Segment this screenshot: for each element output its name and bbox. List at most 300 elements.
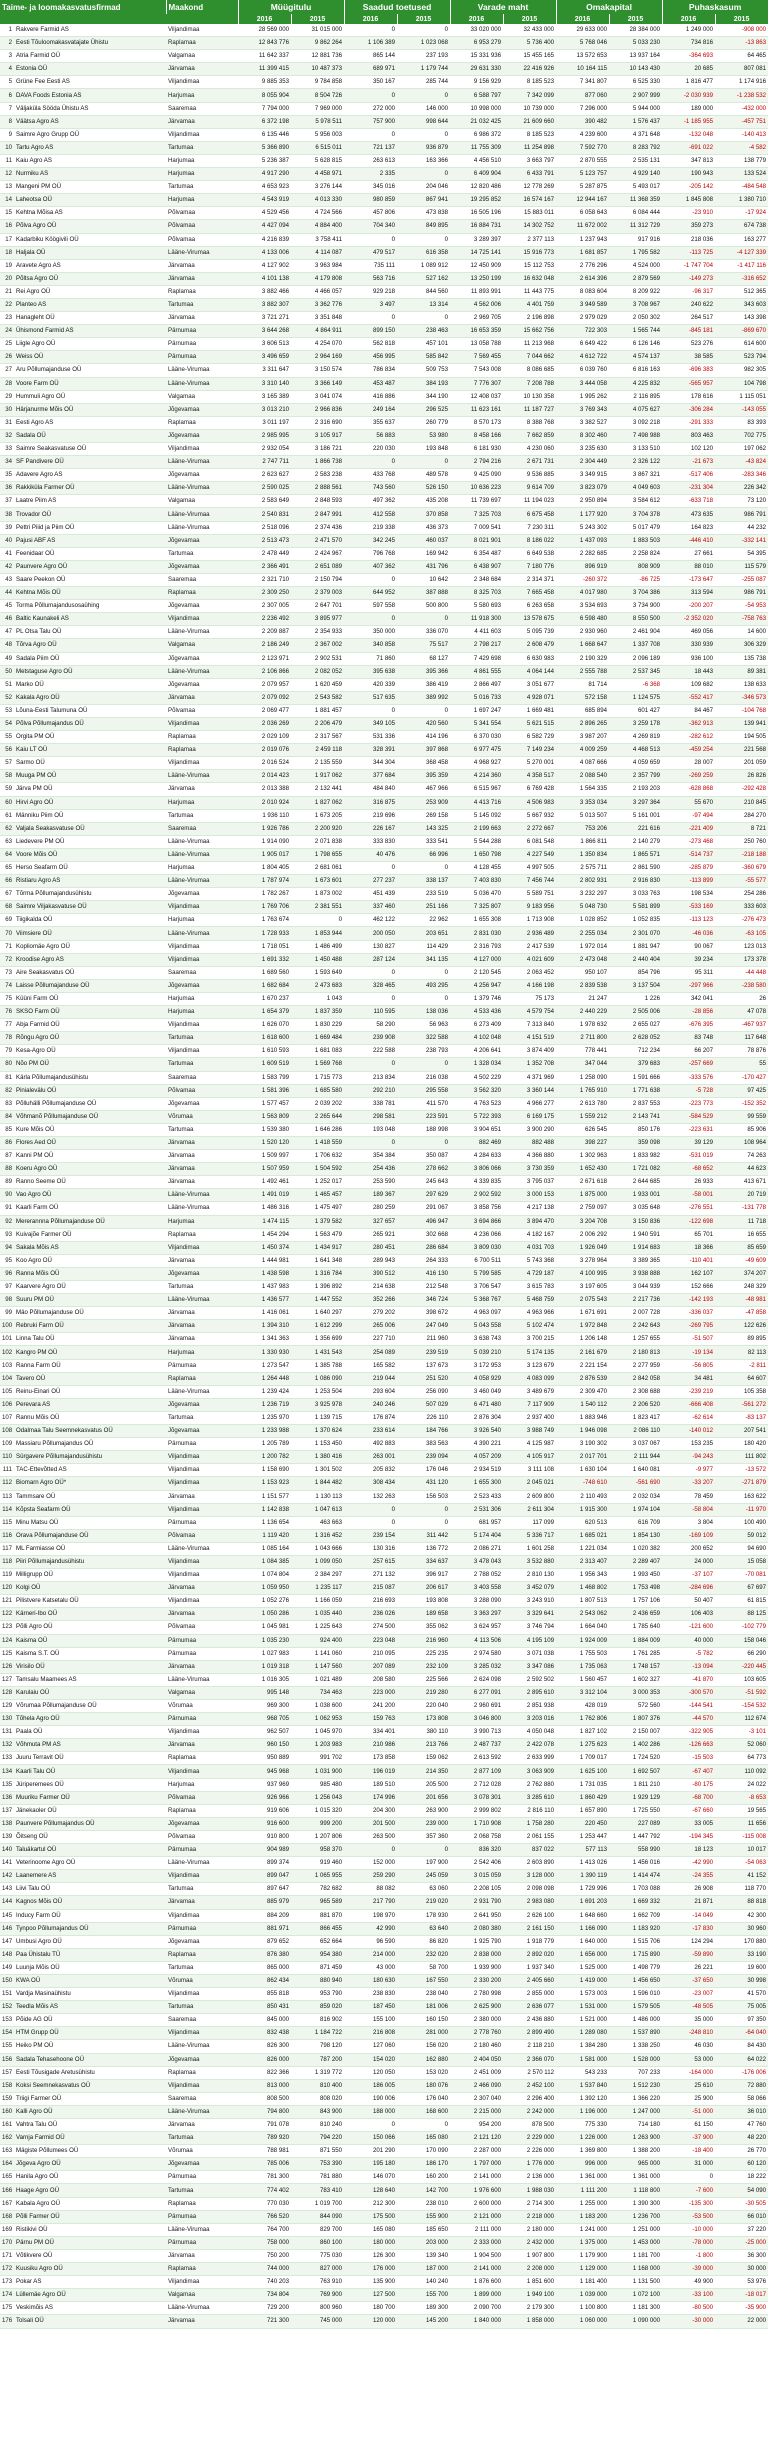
cell-revenue-2016: 1 581 396 <box>238 1084 291 1097</box>
table-row <box>0 1464 768 1477</box>
cell-rank: 2 <box>0 37 14 50</box>
cell-rank: 170 <box>0 2236 14 2249</box>
cell-rank: 96 <box>0 1267 14 1280</box>
cell-profit-2016: 473 635 <box>662 508 715 521</box>
cell-subsidies-2016: 200 050 <box>344 927 397 940</box>
cell-equity-2015: 2 461 904 <box>609 626 662 639</box>
cell-subsidies-2015: 137 673 <box>397 1359 450 1372</box>
cell-equity-2016: 5 013 507 <box>556 809 609 822</box>
cell-equity-2016: 390 482 <box>556 115 609 128</box>
header-net-profit: Puhaskasum <box>662 0 768 14</box>
cell-equity-2015: 2 301 070 <box>609 927 662 940</box>
cell-subsidies-2016: 0 <box>344 862 397 875</box>
cell-county: Järvamaa <box>166 783 238 796</box>
cell-profit-2016: -533 169 <box>662 901 715 914</box>
cell-subsidies-2015: 380 110 <box>397 1726 450 1739</box>
cell-subsidies-2015: 397 868 <box>397 744 450 757</box>
cell-subsidies-2016: 0 <box>344 233 397 246</box>
cell-subsidies-2015: 0 <box>397 168 450 181</box>
cell-subsidies-2015: 0 <box>397 2119 450 2132</box>
cell-company-name: Kroodise Agro AS <box>14 953 166 966</box>
cell-assets-2016: 7 543 008 <box>450 364 503 377</box>
cell-revenue-2015: 991 702 <box>291 1752 344 1765</box>
cell-profit-2016: 38 585 <box>662 351 715 364</box>
cell-subsidies-2015: 245 059 <box>397 1870 450 1883</box>
cell-equity-2015: 3 033 763 <box>609 888 662 901</box>
cell-equity-2016: 1 177 920 <box>556 508 609 521</box>
cell-revenue-2016: 885 979 <box>238 1896 291 1909</box>
cell-assets-2015: 1 949 100 <box>503 2289 556 2302</box>
table-row <box>0 1241 768 1254</box>
cell-county: Raplamaa <box>166 416 238 429</box>
cell-company-name: Männiku Piim OÜ <box>14 809 166 822</box>
cell-company-name: Tammsare OÜ <box>14 1490 166 1503</box>
cell-subsidies-2016: 126 300 <box>344 2249 397 2262</box>
cell-assets-2016: 2 380 000 <box>450 2014 503 2027</box>
table-row <box>0 2027 768 2040</box>
cell-subsidies-2015: 389 992 <box>397 691 450 704</box>
cell-equity-2015: 3 037 067 <box>609 1438 662 1451</box>
cell-equity-2015: 1 402 286 <box>609 1739 662 1752</box>
cell-rank: 153 <box>0 2014 14 2027</box>
cell-assets-2016: 11 623 161 <box>450 403 503 416</box>
cell-subsidies-2016: 407 362 <box>344 560 397 573</box>
cell-subsidies-2015: 0 <box>397 1058 450 1071</box>
cell-profit-2016: -1 185 955 <box>662 115 715 128</box>
cell-county: Tartumaa <box>166 141 238 154</box>
cell-revenue-2016: 2 932 054 <box>238 443 291 456</box>
cell-county: Lääne-Virumaa <box>166 2223 238 2236</box>
cell-rank: 50 <box>0 665 14 678</box>
cell-profit-2016: 936 100 <box>662 652 715 665</box>
cell-subsidies-2016: 293 604 <box>344 1385 397 1398</box>
cell-rank: 62 <box>0 822 14 835</box>
cell-revenue-2015: 924 400 <box>291 1634 344 1647</box>
cell-profit-2016: 523 276 <box>662 338 715 351</box>
cell-company-name: Feenidaar OÜ <box>14 547 166 560</box>
cell-county: Harjumaa <box>166 1346 238 1359</box>
cell-assets-2016: 2 999 802 <box>450 1804 503 1817</box>
cell-profit-2015: 1 380 710 <box>715 194 768 207</box>
cell-subsidies-2016: 456 995 <box>344 351 397 364</box>
cell-revenue-2015: 1 715 773 <box>291 1071 344 1084</box>
cell-assets-2015: 4 031 703 <box>503 1241 556 1254</box>
cell-assets-2015: 11 443 775 <box>503 285 556 298</box>
cell-equity-2016: 2 075 543 <box>556 1294 609 1307</box>
cell-rank: 110 <box>0 1451 14 1464</box>
cell-subsidies-2016: 263 001 <box>344 1451 397 1464</box>
cell-rank: 82 <box>0 1084 14 1097</box>
cell-subsidies-2015: 143 325 <box>397 822 450 835</box>
cell-equity-2015: 572 560 <box>609 1700 662 1713</box>
cell-equity-2016: 1 237 943 <box>556 233 609 246</box>
cell-county: Järvamaa <box>166 63 238 76</box>
cell-assets-2016: 9 156 929 <box>450 76 503 89</box>
cell-revenue-2015: 2 583 238 <box>291 469 344 482</box>
cell-assets-2015: 2 226 000 <box>503 2145 556 2158</box>
cell-assets-2016: 4 533 436 <box>450 1006 503 1019</box>
cell-assets-2016: 2 404 050 <box>450 2053 503 2066</box>
cell-equity-2016: 1 625 100 <box>556 1765 609 1778</box>
cell-company-name: Mägiste Põllumees OÜ <box>14 2145 166 2158</box>
cell-profit-2015: 122 626 <box>715 1320 768 1333</box>
cell-subsidies-2016: 462 122 <box>344 914 397 927</box>
cell-company-name: Võrumaa Põllumajanduse OÜ <box>14 1700 166 1713</box>
cell-profit-2016: -306 284 <box>662 403 715 416</box>
cell-equity-2015: 5 581 899 <box>609 901 662 914</box>
table-row <box>0 2210 768 2223</box>
cell-revenue-2015: 985 480 <box>291 1778 344 1791</box>
cell-profit-2016: -126 663 <box>662 1739 715 1752</box>
cell-profit-2015: 413 671 <box>715 1176 768 1189</box>
cell-subsidies-2016: 497 362 <box>344 495 397 508</box>
cell-equity-2015: 2 907 999 <box>609 89 662 102</box>
table-row <box>0 783 768 796</box>
cell-equity-2016: 3 312 104 <box>556 1686 609 1699</box>
cell-company-name: Liedevere PM OÜ <box>14 835 166 848</box>
cell-county: Võrumaa <box>166 2145 238 2158</box>
cell-subsidies-2016: 189 367 <box>344 1189 397 1202</box>
cell-company-name: Laanemere AS <box>14 1870 166 1883</box>
table-row <box>0 1516 768 1529</box>
cell-subsidies-2016: 176 874 <box>344 1411 397 1424</box>
cell-rank: 47 <box>0 626 14 639</box>
cell-equity-2015: 1 662 709 <box>609 1909 662 1922</box>
cell-equity-2015: 1 811 210 <box>609 1778 662 1791</box>
cell-equity-2015: 8 550 500 <box>609 613 662 626</box>
cell-company-name: Aru Põllumajanduse OÜ <box>14 364 166 377</box>
cell-revenue-2015: 0 <box>291 914 344 927</box>
cell-subsidies-2015: 187 000 <box>397 2263 450 2276</box>
cell-assets-2016: 4 968 927 <box>450 757 503 770</box>
cell-rank: 78 <box>0 1032 14 1045</box>
cell-assets-2015: 3 700 215 <box>503 1333 556 1346</box>
cell-revenue-2016: 744 000 <box>238 2263 291 2276</box>
cell-rank: 141 <box>0 1857 14 1870</box>
cell-company-name: Perevara AS <box>14 1398 166 1411</box>
cell-equity-2015: 221 616 <box>609 822 662 835</box>
cell-revenue-2016: 1 718 051 <box>238 940 291 953</box>
cell-profit-2015: -271 879 <box>715 1477 768 1490</box>
cell-revenue-2015: 734 463 <box>291 1686 344 1699</box>
cell-revenue-2015: 4 884 400 <box>291 220 344 233</box>
cell-equity-2016: 1 664 040 <box>556 1621 609 1634</box>
cell-revenue-2016: 1 233 988 <box>238 1425 291 1438</box>
cell-assets-2015: 4 230 060 <box>503 443 556 456</box>
cell-revenue-2015: 958 370 <box>291 1844 344 1857</box>
cell-revenue-2015: 1 593 649 <box>291 966 344 979</box>
cell-equity-2015: 1 168 000 <box>609 2263 662 2276</box>
cell-equity-2015: 2 842 058 <box>609 1372 662 1385</box>
cell-profit-2016: -48 505 <box>662 2001 715 2014</box>
cell-equity-2015: 1 236 700 <box>609 2210 662 2223</box>
cell-company-name: Suuru PM OÜ <box>14 1294 166 1307</box>
cell-assets-2015: 5 174 135 <box>503 1346 556 1359</box>
cell-assets-2016: 15 331 936 <box>450 50 503 63</box>
cell-assets-2016: 1 655 308 <box>450 914 503 927</box>
cell-subsidies-2015: 238 040 <box>397 1988 450 2001</box>
cell-revenue-2015: 1 141 060 <box>291 1647 344 1660</box>
cell-subsidies-2015: 357 360 <box>397 1830 450 1843</box>
table-row <box>0 1529 768 1542</box>
cell-rank: 29 <box>0 390 14 403</box>
cell-rank: 120 <box>0 1582 14 1595</box>
cell-equity-2016: 620 513 <box>556 1516 609 1529</box>
cell-subsidies-2016: 743 560 <box>344 482 397 495</box>
cell-equity-2015: 1 721 082 <box>609 1163 662 1176</box>
cell-assets-2016: 16 884 731 <box>450 220 503 233</box>
cell-revenue-2016: 764 700 <box>238 2223 291 2236</box>
cell-subsidies-2016: 412 558 <box>344 508 397 521</box>
cell-company-name: Koksi Seemnekasvatus OÜ <box>14 2079 166 2092</box>
cell-revenue-2015: 31 015 000 <box>291 24 344 37</box>
cell-revenue-2015: 794 220 <box>291 2132 344 2145</box>
header-blank <box>0 14 238 24</box>
cell-profit-2016: 1 816 477 <box>662 76 715 89</box>
cell-company-name: Ühismond Farmid AS <box>14 325 166 338</box>
cell-assets-2015: 1 713 908 <box>503 914 556 927</box>
cell-subsidies-2015: 346 724 <box>397 1294 450 1307</box>
cell-revenue-2016: 1 235 970 <box>238 1411 291 1424</box>
cell-profit-2016: -28 856 <box>662 1006 715 1019</box>
cell-subsidies-2015: 160 150 <box>397 2014 450 2027</box>
cell-assets-2015: 3 123 679 <box>503 1359 556 1372</box>
cell-revenue-2015: 2 150 794 <box>291 573 344 586</box>
cell-profit-2015: 26 <box>715 992 768 1005</box>
cell-subsidies-2015: 296 525 <box>397 403 450 416</box>
cell-profit-2015: 97 350 <box>715 2014 768 2027</box>
cell-subsidies-2015: 146 000 <box>397 102 450 115</box>
cell-assets-2015: 2 570 112 <box>503 2066 556 2079</box>
cell-equity-2015: 1 692 507 <box>609 1765 662 1778</box>
cell-subsidies-2016: 254 436 <box>344 1163 397 1176</box>
cell-revenue-2015: 2 543 582 <box>291 691 344 704</box>
cell-revenue-2016: 826 300 <box>238 2040 291 2053</box>
cell-equity-2015: 1 124 575 <box>609 691 662 704</box>
cell-equity-2015: 707 233 <box>609 2066 662 2079</box>
cell-equity-2016: 2 711 800 <box>556 1032 609 1045</box>
cell-rank: 37 <box>0 495 14 508</box>
cell-equity-2015: 1 933 001 <box>609 1189 662 1202</box>
cell-subsidies-2016: 254 089 <box>344 1346 397 1359</box>
cell-assets-2016: 1 904 500 <box>450 2249 503 2262</box>
cell-company-name: Laheotsa OÜ <box>14 194 166 207</box>
cell-revenue-2016: 2 985 995 <box>238 429 291 442</box>
cell-subsidies-2015: 264 333 <box>397 1254 450 1267</box>
cell-revenue-2015: 881 870 <box>291 1909 344 1922</box>
cell-revenue-2015: 1 086 090 <box>291 1372 344 1385</box>
cell-assets-2016: 2 531 306 <box>450 1503 503 1516</box>
cell-rank: 89 <box>0 1176 14 1189</box>
cell-assets-2015: 5 667 932 <box>503 809 556 822</box>
cell-rank: 102 <box>0 1346 14 1359</box>
cell-assets-2016: 2 080 380 <box>450 1922 503 1935</box>
cell-revenue-2016: 1 045 981 <box>238 1621 291 1634</box>
cell-subsidies-2016: 333 830 <box>344 835 397 848</box>
cell-assets-2016: 882 469 <box>450 1136 503 1149</box>
cell-subsidies-2016: 265 921 <box>344 1228 397 1241</box>
cell-assets-2016: 2 090 700 <box>450 2302 503 2315</box>
table-row <box>0 1830 768 1843</box>
cell-profit-2015: 207 541 <box>715 1425 768 1438</box>
cell-revenue-2015: 4 864 911 <box>291 325 344 338</box>
cell-equity-2016: 685 894 <box>556 704 609 717</box>
cell-subsidies-2016: 457 806 <box>344 207 397 220</box>
cell-revenue-2015: 810 400 <box>291 2079 344 2092</box>
cell-profit-2015: 37 220 <box>715 2223 768 2236</box>
cell-profit-2015: 11 718 <box>715 1215 768 1228</box>
cell-assets-2015: 7 662 859 <box>503 429 556 442</box>
cell-subsidies-2015: 302 668 <box>397 1228 450 1241</box>
cell-profit-2016: 66 207 <box>662 1045 715 1058</box>
cell-revenue-2015: 1 139 715 <box>291 1411 344 1424</box>
cell-county: Pärnumaa <box>166 1634 238 1647</box>
cell-subsidies-2016: 263 500 <box>344 1830 397 1843</box>
cell-assets-2015: 3 000 153 <box>503 1189 556 1202</box>
cell-assets-2015: 4 182 167 <box>503 1228 556 1241</box>
cell-rank: 52 <box>0 691 14 704</box>
cell-county: Viljandimaa <box>166 2276 238 2289</box>
cell-county: Tartumaa <box>166 1281 238 1294</box>
cell-profit-2015: -170 427 <box>715 1071 768 1084</box>
cell-profit-2015: -54 063 <box>715 1857 768 1870</box>
cell-profit-2016: -282 612 <box>662 731 715 744</box>
cell-equity-2015: 3 389 365 <box>609 1254 662 1267</box>
cell-subsidies-2016: 135 900 <box>344 2276 397 2289</box>
cell-revenue-2016: 1 804 405 <box>238 862 291 875</box>
cell-assets-2015: 7 149 234 <box>503 744 556 757</box>
cell-revenue-2015: 1 450 488 <box>291 953 344 966</box>
cell-assets-2015: 11 213 968 <box>503 338 556 351</box>
cell-revenue-2015: 745 000 <box>291 2315 344 2328</box>
cell-revenue-2016: 774 402 <box>238 2184 291 2197</box>
cell-assets-2016: 2 780 998 <box>450 1988 503 2001</box>
cell-assets-2015: 2 218 000 <box>503 2210 556 2223</box>
cell-assets-2016: 2 333 000 <box>450 2236 503 2249</box>
cell-subsidies-2016: 217 790 <box>344 1896 397 1909</box>
table-row <box>0 862 768 875</box>
table-row <box>0 521 768 534</box>
cell-subsidies-2015: 384 193 <box>397 377 450 390</box>
cell-subsidies-2015: 201 656 <box>397 1791 450 1804</box>
cell-assets-2015: 1 601 258 <box>503 1542 556 1555</box>
cell-revenue-2015: 1 612 299 <box>291 1320 344 1333</box>
cell-assets-2015: 4 125 987 <box>503 1438 556 1451</box>
table-row <box>0 1019 768 1032</box>
cell-equity-2016: 1 946 098 <box>556 1425 609 1438</box>
table-row <box>0 940 768 953</box>
cell-profit-2016: 90 067 <box>662 940 715 953</box>
cell-company-name: Kure Mõis OÜ <box>14 1123 166 1136</box>
cell-profit-2016: -23 910 <box>662 207 715 220</box>
table-row <box>0 482 768 495</box>
cell-profit-2016: 109 682 <box>662 678 715 691</box>
cell-profit-2016: -121 600 <box>662 1621 715 1634</box>
cell-equity-2016: 1 392 120 <box>556 2092 609 2105</box>
cell-equity-2015: 1 456 016 <box>609 1857 662 1870</box>
table-row <box>0 966 768 979</box>
cell-company-name: Ranno Seeme OÜ <box>14 1176 166 1189</box>
cell-equity-2016: 1 731 035 <box>556 1778 609 1791</box>
table-row <box>0 1215 768 1228</box>
cell-subsidies-2016: 216 808 <box>344 2027 397 2040</box>
cell-rank: 10 <box>0 141 14 154</box>
cell-profit-2016: -68 652 <box>662 1163 715 1176</box>
header-row-years <box>0 14 768 24</box>
cell-company-name: Vahtra Talu OÜ <box>14 2119 166 2132</box>
cell-county: Harjumaa <box>166 1006 238 1019</box>
cell-rank: 112 <box>0 1477 14 1490</box>
table-row <box>0 1503 768 1516</box>
cell-company-name: KWA OÜ <box>14 1974 166 1987</box>
cell-revenue-2015: 816 902 <box>291 2014 344 2027</box>
cell-revenue-2016: 5 366 890 <box>238 141 291 154</box>
table-row <box>0 1228 768 1241</box>
cell-equity-2015: 3 150 836 <box>609 1215 662 1228</box>
cell-company-name: Rakkiküla Farmer OÜ <box>14 482 166 495</box>
cell-company-name: Hanagleht OÜ <box>14 312 166 325</box>
header-revenue: Müügitulu <box>238 0 344 14</box>
cell-profit-2015: 986 791 <box>715 587 768 600</box>
cell-equity-2016: 1 656 000 <box>556 1948 609 1961</box>
cell-assets-2015: 3 071 038 <box>503 1647 556 1660</box>
table-row <box>0 613 768 626</box>
cell-company-name: Saimre Viljakasvatuse OÜ <box>14 901 166 914</box>
cell-equity-2015: 1 528 000 <box>609 2053 662 2066</box>
cell-company-name: Kalli Agro OÜ <box>14 2105 166 2118</box>
cell-equity-2016: 4 009 259 <box>556 744 609 757</box>
cell-revenue-2015: 1 431 543 <box>291 1346 344 1359</box>
cell-assets-2016: 12 450 909 <box>450 259 503 272</box>
cell-subsidies-2016: 180 630 <box>344 1974 397 1987</box>
table-row <box>0 1451 768 1464</box>
cell-profit-2016: -122 698 <box>662 1215 715 1228</box>
cell-company-name: Tartu Agro AS <box>14 141 166 154</box>
cell-county: Viljandimaa <box>166 717 238 730</box>
cell-county: Järvamaa <box>166 1896 238 1909</box>
cell-subsidies-2016: 208 580 <box>344 1673 397 1686</box>
cell-company-name: Kärneri-Ibo OÜ <box>14 1608 166 1621</box>
cell-assets-2016: 11 755 309 <box>450 141 503 154</box>
cell-revenue-2016: 899 047 <box>238 1870 291 1883</box>
cell-revenue-2016: 2 079 092 <box>238 691 291 704</box>
cell-equity-2016: 2 473 048 <box>556 953 609 966</box>
cell-subsidies-2016: 154 020 <box>344 2053 397 2066</box>
table-row <box>0 2184 768 2197</box>
cell-revenue-2016: 2 209 887 <box>238 626 291 639</box>
cell-profit-2016: -59 890 <box>662 1948 715 1961</box>
cell-profit-2016: -223 773 <box>662 1097 715 1110</box>
table-row <box>0 1778 768 1791</box>
cell-equity-2015: 1 388 200 <box>609 2145 662 2158</box>
cell-subsidies-2015: 395 359 <box>397 770 450 783</box>
cell-subsidies-2016: 354 384 <box>344 1150 397 1163</box>
cell-assets-2015: 9 536 885 <box>503 469 556 482</box>
cell-assets-2016: 2 794 216 <box>450 456 503 469</box>
cell-assets-2015: 2 892 020 <box>503 1948 556 1961</box>
table-row <box>0 233 768 246</box>
cell-company-name: Tynpoo Põllumajandus OÜ <box>14 1922 166 1935</box>
cell-assets-2016: 7 325 807 <box>450 901 503 914</box>
cell-subsidies-2015: 156 020 <box>397 2040 450 2053</box>
cell-profit-2015: 118 770 <box>715 1883 768 1896</box>
cell-revenue-2015: 1 043 <box>291 992 344 1005</box>
cell-assets-2016: 2 877 109 <box>450 1765 503 1778</box>
cell-company-name: Jänekaoler OÜ <box>14 1804 166 1817</box>
table-row <box>0 259 768 272</box>
cell-company-name: Võtikvere OÜ <box>14 2249 166 2262</box>
cell-profit-2015: 111 802 <box>715 1451 768 1464</box>
